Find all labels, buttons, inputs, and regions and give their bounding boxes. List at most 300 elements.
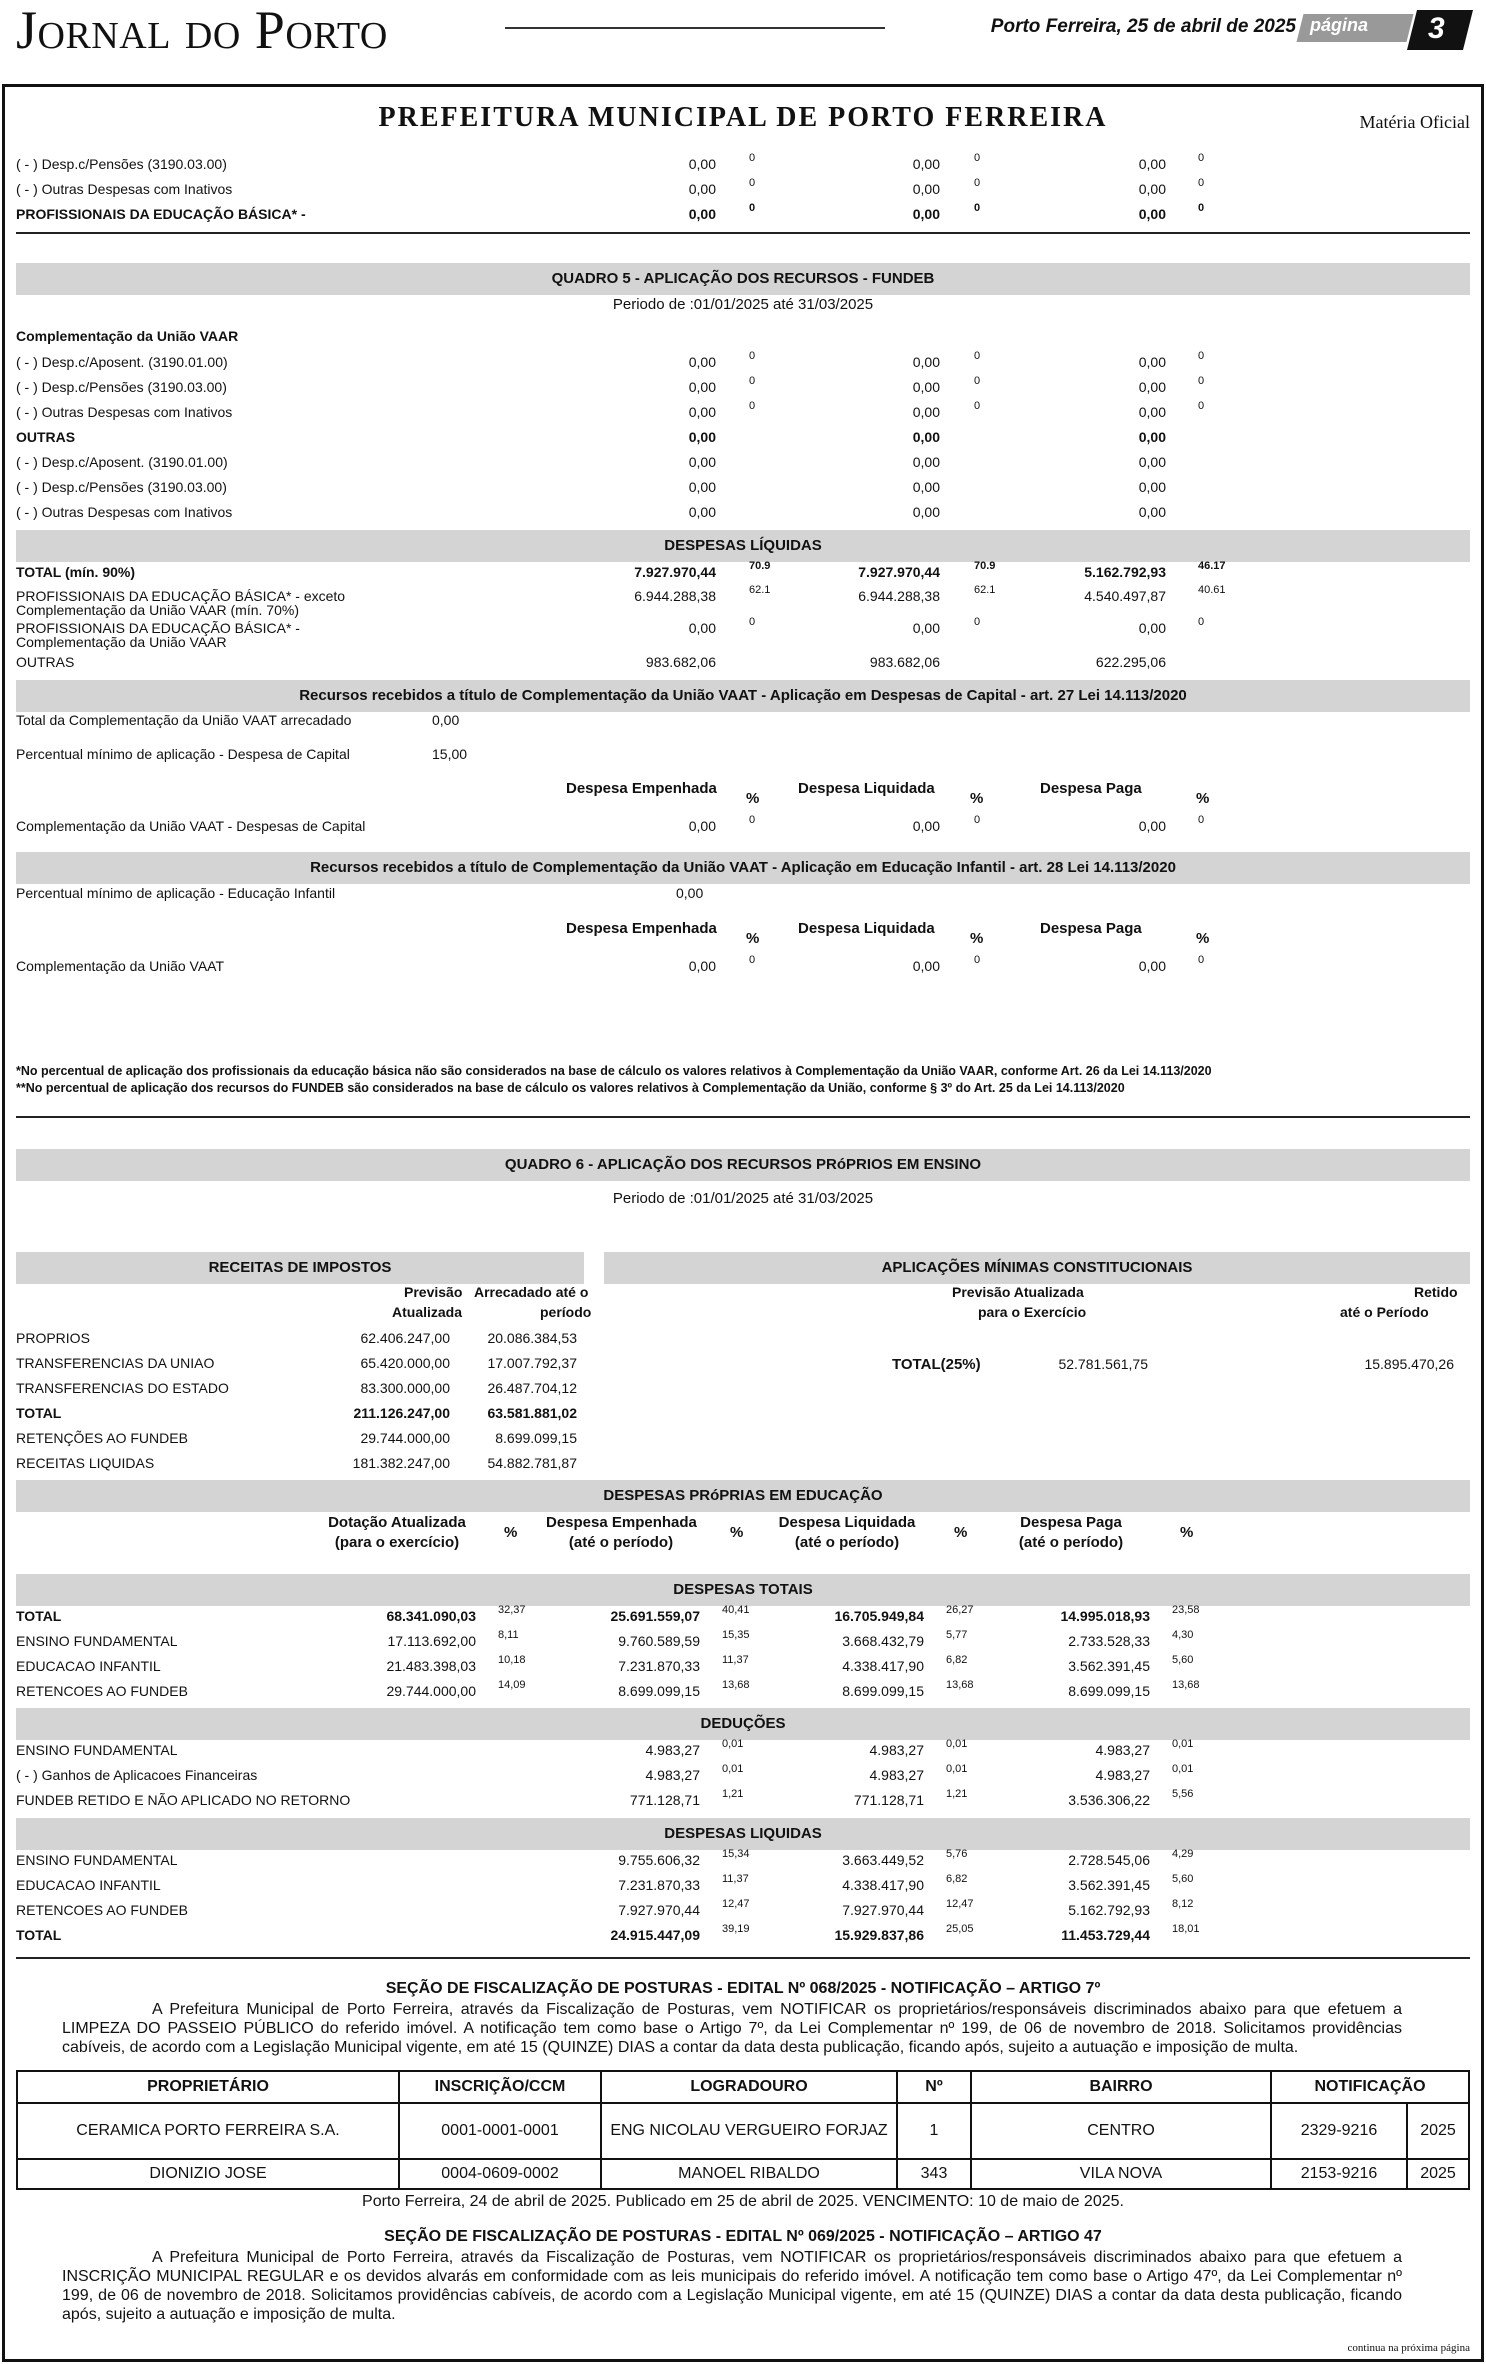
value-1: 0,00 [688, 181, 716, 197]
pct-3: 0 [1198, 954, 1205, 966]
row-label: ( - ) Desp.c/Aposent. (3190.01.00) [16, 454, 228, 470]
receita-label: TOTAL [16, 1405, 62, 1421]
pct-1: 0 [749, 177, 756, 189]
pct-3: 0 [1198, 177, 1205, 189]
table-row [16, 584, 1470, 618]
value-1: 0,00 [688, 454, 716, 470]
cell-numero: 1 [897, 2103, 971, 2159]
pct-2: 70.9 [974, 560, 996, 572]
value-l: 7.927.970,44 [842, 1902, 924, 1918]
value-p: 8.699.099,15 [1068, 1683, 1150, 1699]
receita-arrecadado: 8.699.099,15 [495, 1430, 577, 1446]
row-label: TOTAL [16, 1927, 62, 1943]
header-rule [505, 27, 885, 29]
pct-l: 26,27 [946, 1604, 974, 1616]
table-row [16, 202, 1470, 226]
value-3: 0,00 [1138, 620, 1166, 636]
pct-l: 0,01 [946, 1763, 968, 1775]
pct-1: 0 [749, 375, 756, 387]
cell-numero: 343 [897, 2159, 971, 2189]
vaat-inf-pct-value: 0,00 [676, 885, 704, 901]
row-label: ( - ) Outras Despesas com Inativos [16, 504, 233, 520]
row-label-2: Complementação da União VAAR [16, 634, 227, 650]
col-dotacao: (para o exercício) [334, 1534, 460, 1551]
page-title: PREFEITURA MUNICIPAL DE PORTO FERREIRA [378, 102, 1108, 133]
notice-footer: Porto Ferreira, 24 de abril de 2025. Publicado em 25 de abril de 2025. VENCIMENTO: 10 de maio de 2025. [362, 2193, 1124, 2210]
pct-l: 5,77 [946, 1629, 968, 1641]
vaat-inf-pct-label: Percentual mínimo de aplicação - Educação Infantil [16, 885, 336, 901]
pct-e: 1,21 [722, 1788, 744, 1800]
pct-p: 4,30 [1172, 1629, 1194, 1641]
value-p: 11.453.729,44 [1061, 1927, 1150, 1943]
pct-l: 6,82 [946, 1654, 968, 1666]
receita-label: PROPRIOS [16, 1330, 90, 1346]
col-liquidada: (até o período) [794, 1534, 900, 1551]
pct-2: 0 [974, 814, 981, 826]
table-row [16, 375, 1470, 399]
row-label: ( - ) Desp.c/Aposent. (3190.01.00) [16, 354, 228, 370]
value-3: 0,00 [1138, 404, 1166, 420]
row-label: EDUCACAO INFANTIL [16, 1877, 161, 1893]
receita-arrecadado: 26.487.704,12 [487, 1380, 577, 1396]
value-1: 983.682,06 [645, 654, 716, 670]
section-header: DESPESAS TOTAIS [16, 1574, 1470, 1606]
notice-text: A Prefeitura Municipal de Porto Ferreira, através da Fiscalização de Posturas, vem NOTIFICAR os proprietários/responsáveis discriminados abaixo para que efetuem a INSCRIÇÃO MUNICIPAL REGULAR e os devidos alvarás em conformidade com as leis municipais do referido imóvel. A notificação tem como base o Artigo 47º, da Lei Complementar nº 199, de 06 de novembro de 2018. Solicitamos providências cabíveis, de acordo com a Legislação Municipal vigente, em até 15 (QUINZE) DIAS a contar da data desta publicação, ficando após, sujeito a autuação e imposição de multa. [62, 2249, 1402, 2323]
receita-arrecadado: 17.007.792,37 [487, 1355, 577, 1371]
pct-1: 62.1 [749, 584, 771, 596]
col-retido: Retido [1414, 1284, 1458, 1300]
value-1: 0,00 [688, 504, 716, 520]
col-pct: % [746, 790, 760, 807]
col-empenhada: (até o período) [568, 1534, 674, 1551]
col-pct: % [970, 930, 984, 947]
value-p: 5.162.792,93 [1068, 1902, 1150, 1918]
pct-p: 18,01 [1172, 1923, 1200, 1935]
pct-p: 23,58 [1172, 1604, 1200, 1616]
value-3: 0,00 [1138, 379, 1166, 395]
row-label: ENSINO FUNDAMENTAL [16, 1742, 178, 1758]
value-e: 4.983,27 [645, 1767, 700, 1783]
pct-p: 8,12 [1172, 1898, 1194, 1910]
value-e: 7.927.970,44 [618, 1902, 700, 1918]
th-proprietario: PROPRIETÁRIO [17, 2071, 399, 2103]
section-divider [16, 232, 1470, 234]
total25-previsao: 52.781.561,75 [1058, 1356, 1148, 1372]
value-l: 4.338.417,90 [842, 1658, 924, 1674]
pct-1: 0 [749, 152, 756, 164]
col-prev-exercicio: para o Exercício [978, 1304, 1087, 1320]
aplicacoes-header: APLICAÇÕES MÍNIMAS CONSTITUCIONAIS [604, 1252, 1470, 1284]
value-3: 0,00 [1138, 818, 1166, 834]
notice-text: A Prefeitura Municipal de Porto Ferreira, através da Fiscalização de Posturas, vem NOTIFICAR os proprietários/responsáveis discriminados abaixo para que efetuem a LIMPEZA DO PASSEIO PÚBLICO do referido imóvel. A notificação tem como base o Artigo 7º, da Lei Complementar nº 199, de 06 de novembro de 2018. Solicitamos providências cabíveis, de acordo com a Legislação Municipal vigente, em até 15 (QUINZE) DIAS a contar da data desta publicação, ficando após, sujeito a autuação e imposição de multa. [62, 2001, 1402, 2056]
row-label-2: Complementação da União VAAR (mín. 70%) [16, 602, 299, 618]
cell-ano: 2025 [1407, 2159, 1469, 2189]
receita-previsao: 62.406.247,00 [360, 1330, 450, 1346]
pct-e: 11,37 [722, 1654, 749, 1666]
table-row [16, 560, 1470, 584]
period-label: Periodo de :01/01/2025 até 31/03/2025 [612, 1190, 874, 1207]
value-l: 3.663.449,52 [842, 1852, 924, 1868]
value-1: 0,00 [688, 404, 716, 420]
receita-previsao: 211.126.247,00 [353, 1405, 450, 1421]
pct-d: 10,18 [498, 1654, 526, 1666]
section-header: DEDUÇÕES [16, 1708, 1470, 1740]
table-row [16, 454, 1470, 474]
table-row [16, 504, 1470, 524]
pct-e: 13,68 [722, 1679, 750, 1691]
receita-label: TRANSFERENCIAS DA UNIAO [16, 1355, 215, 1371]
table-row [16, 400, 1470, 424]
col-liquidada: Despesa Liquidada [798, 780, 935, 797]
pct-l: 1,21 [946, 1788, 968, 1800]
th-numero: Nº [897, 2071, 971, 2103]
col-pct: % [730, 1524, 744, 1541]
row-label: ( - ) Outras Despesas com Inativos [16, 181, 233, 197]
section-header: QUADRO 6 - APLICAÇÃO DOS RECURSOS PRóPRIOS EM ENSINO [16, 1149, 1470, 1181]
col-pct: % [1196, 930, 1210, 947]
pct-2: 0 [974, 375, 981, 387]
pct-p: 5,56 [1172, 1788, 1194, 1800]
value-l: 4.983,27 [869, 1767, 924, 1783]
pct-2: 62.1 [974, 584, 996, 596]
value-p: 2.733.528,33 [1068, 1633, 1150, 1649]
pct-3: 46.17 [1198, 560, 1226, 572]
col-arrecadado: período [540, 1304, 592, 1320]
value-e: 771.128,71 [629, 1792, 700, 1808]
row-label: EDUCACAO INFANTIL [16, 1658, 161, 1674]
pct-l: 13,68 [946, 1679, 974, 1691]
value-p: 3.562.391,45 [1068, 1658, 1150, 1674]
pct-l: 0,01 [946, 1738, 968, 1750]
receita-previsao: 181.382.247,00 [352, 1455, 450, 1471]
value-2: 0,00 [912, 379, 940, 395]
footnote: **No percentual de aplicação dos recursos do FUNDEB são considerados na base de cálculo os valores relativos à Complementação da União, conforme § 3º do Art. 25 da Lei 14.113/2020 [16, 1081, 1125, 1095]
value-e: 8.699.099,15 [618, 1683, 700, 1699]
table-row [16, 177, 1470, 201]
table-row [16, 814, 1470, 838]
value-1: 0,00 [688, 429, 716, 445]
col-prev-exercicio: Previsão Atualizada [952, 1284, 1084, 1300]
pct-2: 0 [974, 400, 981, 412]
pct-e: 12,47 [722, 1898, 750, 1910]
row-label: OUTRAS [16, 654, 75, 670]
section-divider [16, 1116, 1470, 1118]
row-label: Complementação da União VAAT - Despesas de Capital [16, 818, 366, 834]
row-label: ( - ) Desp.c/Pensões (3190.03.00) [16, 479, 227, 495]
table-row [16, 429, 1470, 449]
table-row [17, 2103, 1469, 2159]
vaat-pct-value: 15,00 [432, 746, 468, 762]
cell-notificacao: 2329-9216 [1271, 2103, 1407, 2159]
value-2: 983.682,06 [869, 654, 940, 670]
cell-proprietario: CERAMICA PORTO FERREIRA S.A. [17, 2103, 399, 2159]
value-l: 16.705.949,84 [834, 1608, 924, 1624]
pct-p: 0,01 [1172, 1738, 1194, 1750]
cell-inscricao: 0001-0001-0001 [399, 2103, 601, 2159]
value-2: 6.944.288,38 [858, 588, 940, 604]
row-label: ENSINO FUNDAMENTAL [16, 1852, 178, 1868]
value-2: 0,00 [912, 958, 940, 974]
receita-arrecadado: 54.882.781,87 [487, 1455, 577, 1471]
value-1: 0,00 [688, 156, 716, 172]
pct-2: 0 [974, 350, 981, 362]
value-e: 9.755.606,32 [618, 1852, 700, 1868]
value-2: 0,00 [912, 206, 940, 222]
value-e: 24.915.447,09 [610, 1927, 700, 1943]
value-2: 0,00 [912, 181, 940, 197]
pct-1: 0 [749, 616, 756, 628]
page-word: página [1310, 15, 1369, 35]
col-paga: Despesa Paga [1040, 920, 1142, 937]
pct-3: 0 [1198, 350, 1205, 362]
value-p: 4.983,27 [1095, 1767, 1150, 1783]
col-empenhada: Despesa Empenhada [566, 920, 717, 937]
pct-2: 0 [974, 202, 981, 214]
value-3: 4.540.497,87 [1084, 588, 1166, 604]
pct-3: 40.61 [1198, 584, 1226, 596]
row-label: ( - ) Desp.c/Pensões (3190.03.00) [16, 379, 227, 395]
pct-e: 0,01 [722, 1763, 744, 1775]
value-3: 0,00 [1138, 181, 1166, 197]
vaat-pct-label: Percentual mínimo de aplicação - Despesa de Capital [16, 746, 350, 762]
section-header: QUADRO 5 - APLICAÇÃO DOS RECURSOS - FUNDEB [16, 263, 1470, 295]
value-1: 0,00 [688, 379, 716, 395]
value-1: 0,00 [688, 479, 716, 495]
col-paga: (até o período) [1018, 1534, 1124, 1551]
section-header: DESPESAS PRóPRIAS EM EDUCAÇÃO [16, 1480, 1470, 1512]
row-label: PROFISSIONAIS DA EDUCAÇÃO BÁSICA* - exceto [16, 588, 346, 604]
col-arrecadado: Arrecadado até o [474, 1284, 589, 1300]
value-d: 68.341.090,03 [386, 1608, 476, 1624]
pct-l: 12,47 [946, 1898, 974, 1910]
receita-previsao: 29.744.000,00 [360, 1430, 450, 1446]
pct-l: 5,76 [946, 1848, 968, 1860]
th-notificacao: NOTIFICAÇÃO [1271, 2071, 1469, 2103]
total25-retido: 15.895.470,26 [1364, 1356, 1454, 1372]
section-header: Recursos recebidos a título de Complementação da União VAAT - Aplicação em Despesas de Capital - art. 27 Lei 14.113/2020 [16, 680, 1470, 712]
pct-1: 0 [749, 350, 756, 362]
value-1: 0,00 [688, 620, 716, 636]
receita-label: RETENÇÕES AO FUNDEB [16, 1430, 188, 1446]
pct-1: 0 [749, 202, 756, 214]
notice-title: SEÇÃO DE FISCALIZAÇÃO DE POSTURAS - EDITAL Nº 068/2025 - NOTIFICAÇÃO – ARTIGO 7º [385, 1980, 1101, 1997]
section-header: Recursos recebidos a título de Complementação da União VAAT - Aplicação em Educação Infantil - art. 28 Lei 14.113/2020 [16, 852, 1470, 884]
pct-2: 0 [974, 177, 981, 189]
value-3: 0,00 [1138, 454, 1166, 470]
value-2: 0,00 [912, 818, 940, 834]
value-2: 7.927.970,44 [858, 564, 940, 580]
col-liquidada: Despesa Liquidada [778, 1514, 916, 1531]
col-liquidada: Despesa Liquidada [798, 920, 935, 937]
col-paga: Despesa Paga [1020, 1514, 1122, 1531]
row-label: RETENCOES AO FUNDEB [16, 1683, 188, 1699]
col-pct: % [970, 790, 984, 807]
pct-d: 8,11 [498, 1629, 519, 1641]
value-p: 3.562.391,45 [1068, 1877, 1150, 1893]
issue-date: Porto Ferreira, 25 de abril de 2025 [990, 16, 1296, 37]
col-retido: até o Período [1340, 1304, 1429, 1320]
value-e: 4.983,27 [645, 1742, 700, 1758]
continued-note: continua na próxima página [1347, 2342, 1470, 2354]
pct-l: 6,82 [946, 1873, 968, 1885]
cell-logradouro: ENG NICOLAU VERGUEIRO FORJAZ [601, 2103, 897, 2159]
value-l: 3.668.432,79 [842, 1633, 924, 1649]
col-empenhada: Despesa Empenhada [566, 780, 717, 797]
cell-proprietario: DIONIZIO JOSE [17, 2159, 399, 2189]
pct-e: 11,37 [722, 1873, 749, 1885]
col-pct: % [1180, 1524, 1194, 1541]
receita-arrecadado: 63.581.881,02 [487, 1405, 577, 1421]
pct-e: 40,41 [722, 1604, 750, 1616]
th-bairro: BAIRRO [971, 2071, 1271, 2103]
value-2: 0,00 [912, 504, 940, 520]
value-l: 771.128,71 [853, 1792, 924, 1808]
newspaper-logo: Jornal do Porto [16, 0, 388, 60]
pct-d: 14,09 [498, 1679, 526, 1691]
value-p: 4.983,27 [1095, 1742, 1150, 1758]
section-divider [16, 1957, 1470, 1959]
period-label: Periodo de :01/01/2025 até 31/03/2025 [612, 296, 874, 313]
col-pct: % [746, 930, 760, 947]
pct-1: 0 [749, 814, 756, 826]
value-3: 0,00 [1138, 429, 1166, 445]
cell-inscricao: 0004-0609-0002 [399, 2159, 601, 2189]
value-e: 9.760.589,59 [618, 1633, 700, 1649]
pct-p: 0,01 [1172, 1763, 1194, 1775]
pct-3: 0 [1198, 375, 1205, 387]
value-1: 0,00 [688, 206, 716, 222]
section-header: DESPESAS LÍQUIDAS [16, 530, 1470, 562]
value-l: 15.929.837,86 [834, 1927, 924, 1943]
table-row [16, 616, 1470, 650]
table-row [17, 2159, 1469, 2189]
notice-title: SEÇÃO DE FISCALIZAÇÃO DE POSTURAS - EDITAL Nº 069/2025 - NOTIFICAÇÃO – ARTIGO 47 [384, 2228, 1102, 2245]
pct-d: 32,37 [498, 1604, 526, 1616]
value-3: 0,00 [1138, 958, 1166, 974]
value-2: 0,00 [912, 479, 940, 495]
vaat-total-label: Total da Complementação da União VAAT arrecadado [16, 712, 352, 728]
cell-notificacao: 2153-9216 [1271, 2159, 1407, 2189]
value-p: 14.995.018,93 [1060, 1608, 1150, 1624]
masthead [0, 0, 1486, 80]
col-dotacao: Dotação Atualizada [328, 1514, 466, 1531]
pct-p: 5,60 [1172, 1654, 1194, 1666]
value-3: 0,00 [1138, 504, 1166, 520]
pct-p: 5,60 [1172, 1873, 1194, 1885]
value-1: 0,00 [688, 354, 716, 370]
value-1: 0,00 [688, 818, 716, 834]
value-p: 3.536.306,22 [1068, 1792, 1150, 1808]
receita-arrecadado: 20.086.384,53 [487, 1330, 577, 1346]
pct-1: 0 [749, 400, 756, 412]
pct-3: 0 [1198, 400, 1205, 412]
row-label: OUTRAS [16, 429, 76, 445]
value-2: 0,00 [912, 156, 940, 172]
pct-2: 0 [974, 152, 981, 164]
value-e: 25.691.559,07 [610, 1608, 700, 1624]
receita-label: RECEITAS LIQUIDAS [16, 1455, 155, 1471]
col-empenhada: Despesa Empenhada [546, 1514, 697, 1531]
value-3: 0,00 [1138, 206, 1166, 222]
page-number: 3 [1428, 12, 1445, 45]
value-l: 4.338.417,90 [842, 1877, 924, 1893]
value-1: 0,00 [688, 958, 716, 974]
value-l: 8.699.099,15 [842, 1683, 924, 1699]
cell-bairro: VILA NOVA [971, 2159, 1271, 2189]
section-header: DESPESAS LIQUIDAS [16, 1818, 1470, 1850]
cell-logradouro: MANOEL RIBALDO [601, 2159, 897, 2189]
row-label: FUNDEB RETIDO E NÃO APLICADO NO RETORNO [16, 1792, 351, 1808]
receita-previsao: 65.420.000,00 [360, 1355, 450, 1371]
pct-3: 0 [1198, 814, 1205, 826]
row-label: PROFISSIONAIS DA EDUCAÇÃO BÁSICA* - [16, 620, 300, 636]
row-label: ( - ) Desp.c/Pensões (3190.03.00) [16, 156, 227, 172]
row-label: PROFISSIONAIS DA EDUCAÇÃO BÁSICA* - [16, 206, 306, 222]
value-p: 2.728.545,06 [1068, 1852, 1150, 1868]
value-1: 6.944.288,38 [634, 588, 716, 604]
value-3: 0,00 [1138, 354, 1166, 370]
receitas-header: RECEITAS DE IMPOSTOS [16, 1252, 584, 1284]
table-row [16, 954, 1470, 978]
pct-e: 0,01 [722, 1738, 744, 1750]
row-label: ENSINO FUNDAMENTAL [16, 1633, 178, 1649]
pct-3: 0 [1198, 202, 1205, 214]
group-label: Complementação da União VAAR [16, 328, 239, 344]
value-d: 29.744.000,00 [386, 1683, 476, 1699]
table-row [16, 350, 1470, 374]
pct-l: 25,05 [946, 1923, 974, 1935]
row-label: TOTAL (mín. 90%) [16, 564, 136, 580]
value-3: 0,00 [1138, 156, 1166, 172]
section-badge: Matéria Oficial [1359, 112, 1470, 132]
pct-2: 0 [974, 616, 981, 628]
value-e: 7.231.870,33 [618, 1658, 700, 1674]
th-logradouro: LOGRADOURO [601, 2071, 897, 2103]
pct-p: 13,68 [1172, 1679, 1200, 1691]
value-1: 7.927.970,44 [634, 564, 716, 580]
row-label: Complementação da União VAAT [16, 958, 225, 974]
value-3: 622.295,06 [1095, 654, 1166, 670]
pct-1: 0 [749, 954, 756, 966]
value-2: 0,00 [912, 620, 940, 636]
cell-bairro: CENTRO [971, 2103, 1271, 2159]
col-paga: Despesa Paga [1040, 780, 1142, 797]
pct-2: 0 [974, 954, 981, 966]
pct-3: 0 [1198, 616, 1205, 628]
col-previsao: Atualizada [392, 1304, 463, 1320]
col-pct: % [504, 1524, 518, 1541]
row-label: TOTAL [16, 1608, 62, 1624]
value-2: 0,00 [912, 404, 940, 420]
pct-p: 4,29 [1172, 1848, 1194, 1860]
notification-table [16, 2070, 1470, 2190]
value-d: 17.113.692,00 [387, 1633, 476, 1649]
receita-previsao: 83.300.000,00 [360, 1380, 450, 1396]
cell-ano: 2025 [1407, 2103, 1469, 2159]
col-previsao: Previsão [404, 1284, 463, 1300]
table-row [16, 654, 1470, 674]
value-2: 0,00 [912, 354, 940, 370]
pct-e: 39,19 [722, 1923, 750, 1935]
pct-e: 15,34 [722, 1848, 750, 1860]
row-label: RETENCOES AO FUNDEB [16, 1902, 188, 1918]
th-inscricao: INSCRIÇÃO/CCM [399, 2071, 601, 2103]
value-2: 0,00 [912, 429, 940, 445]
pct-3: 0 [1198, 152, 1205, 164]
col-pct: % [1196, 790, 1210, 807]
value-l: 4.983,27 [869, 1742, 924, 1758]
table-row [16, 479, 1470, 499]
